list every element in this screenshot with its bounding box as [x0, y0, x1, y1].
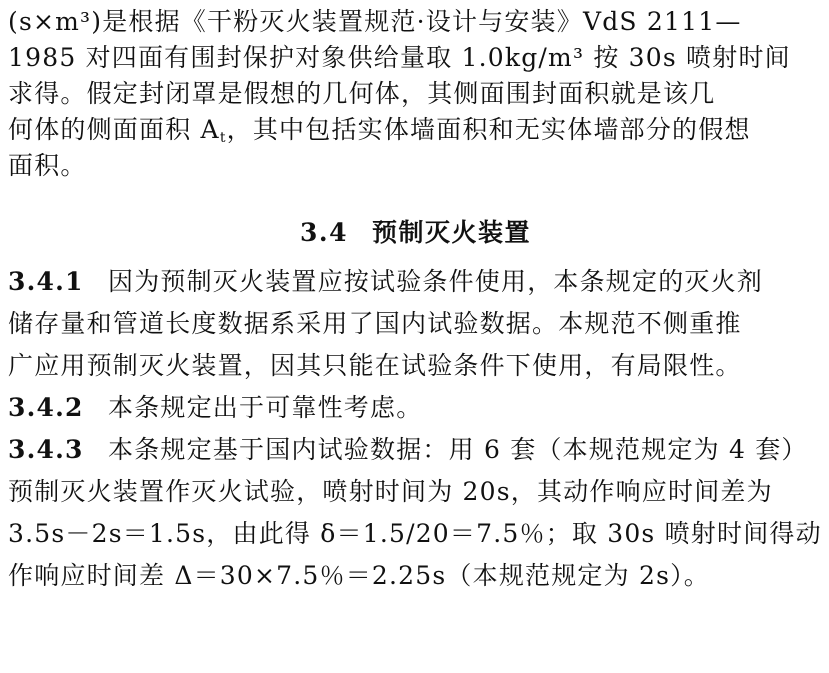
section-title: 预制灭火装置 [371, 218, 531, 247]
section-heading [8, 206, 823, 260]
text-line: 广应用预制灭火装置，因其只能在试验条件下使用，有局限性。 [8, 351, 742, 380]
clause-text: 本条规定基于国内试验数据：用 6 套（本规范规定为 4 套） [108, 435, 808, 464]
text-line: 3.5s－2s＝1.5s，由此得 δ＝1.5/20＝7.5％；取 30s 喷射时间得动 [8, 519, 822, 548]
text-line: 面积。 [8, 151, 87, 180]
text-line: 储存量和管道长度数据系采用了国内试验数据。本规范不侧重推 [8, 309, 742, 338]
text-line: 1985 对四面有围封保护对象供给量取 1.0kg/m³ 按 30s 喷射时间 [8, 43, 791, 72]
text-fragment: 何体的侧面面积 A [8, 115, 220, 144]
paragraph-top [8, 4, 823, 184]
subscript: t [219, 130, 227, 146]
text-line [8, 112, 823, 148]
text-line: 求得。假定封闭罩是假想的几何体，其侧面围封面积就是该几 [8, 79, 716, 108]
clause-text: 本条规定出于可靠性考虑。 [108, 393, 423, 422]
clause-number: 3.4.3 [8, 435, 84, 464]
clause-number: 3.4.1 [8, 267, 84, 296]
text-line: 作响应时间差 Δ＝30×7.5％＝2.25s（本规范规定为 2s）。 [8, 561, 710, 590]
clause-text: 因为预制灭火装置应按试验条件使用，本条规定的灭火剂 [108, 267, 764, 296]
text-line [8, 432, 823, 468]
clause-3-4-2 [8, 390, 823, 426]
section-number: 3.4 [299, 218, 348, 247]
text-line: (s×m³)是根据《干粉灭火装置规范·设计与安装》VdS 2111— [8, 7, 742, 36]
clause-3-4-3 [8, 432, 823, 594]
text-line [8, 264, 823, 300]
text-fragment: ，其中包括实体墙面积和无实体墙部分的假想 [226, 115, 751, 144]
clause-3-4-1 [8, 264, 823, 384]
text-line: 预制灭火装置作灭火试验，喷射时间为 20s，其动作响应时间差为 [8, 477, 773, 506]
clause-number: 3.4.2 [8, 393, 84, 422]
text-line [8, 390, 823, 426]
